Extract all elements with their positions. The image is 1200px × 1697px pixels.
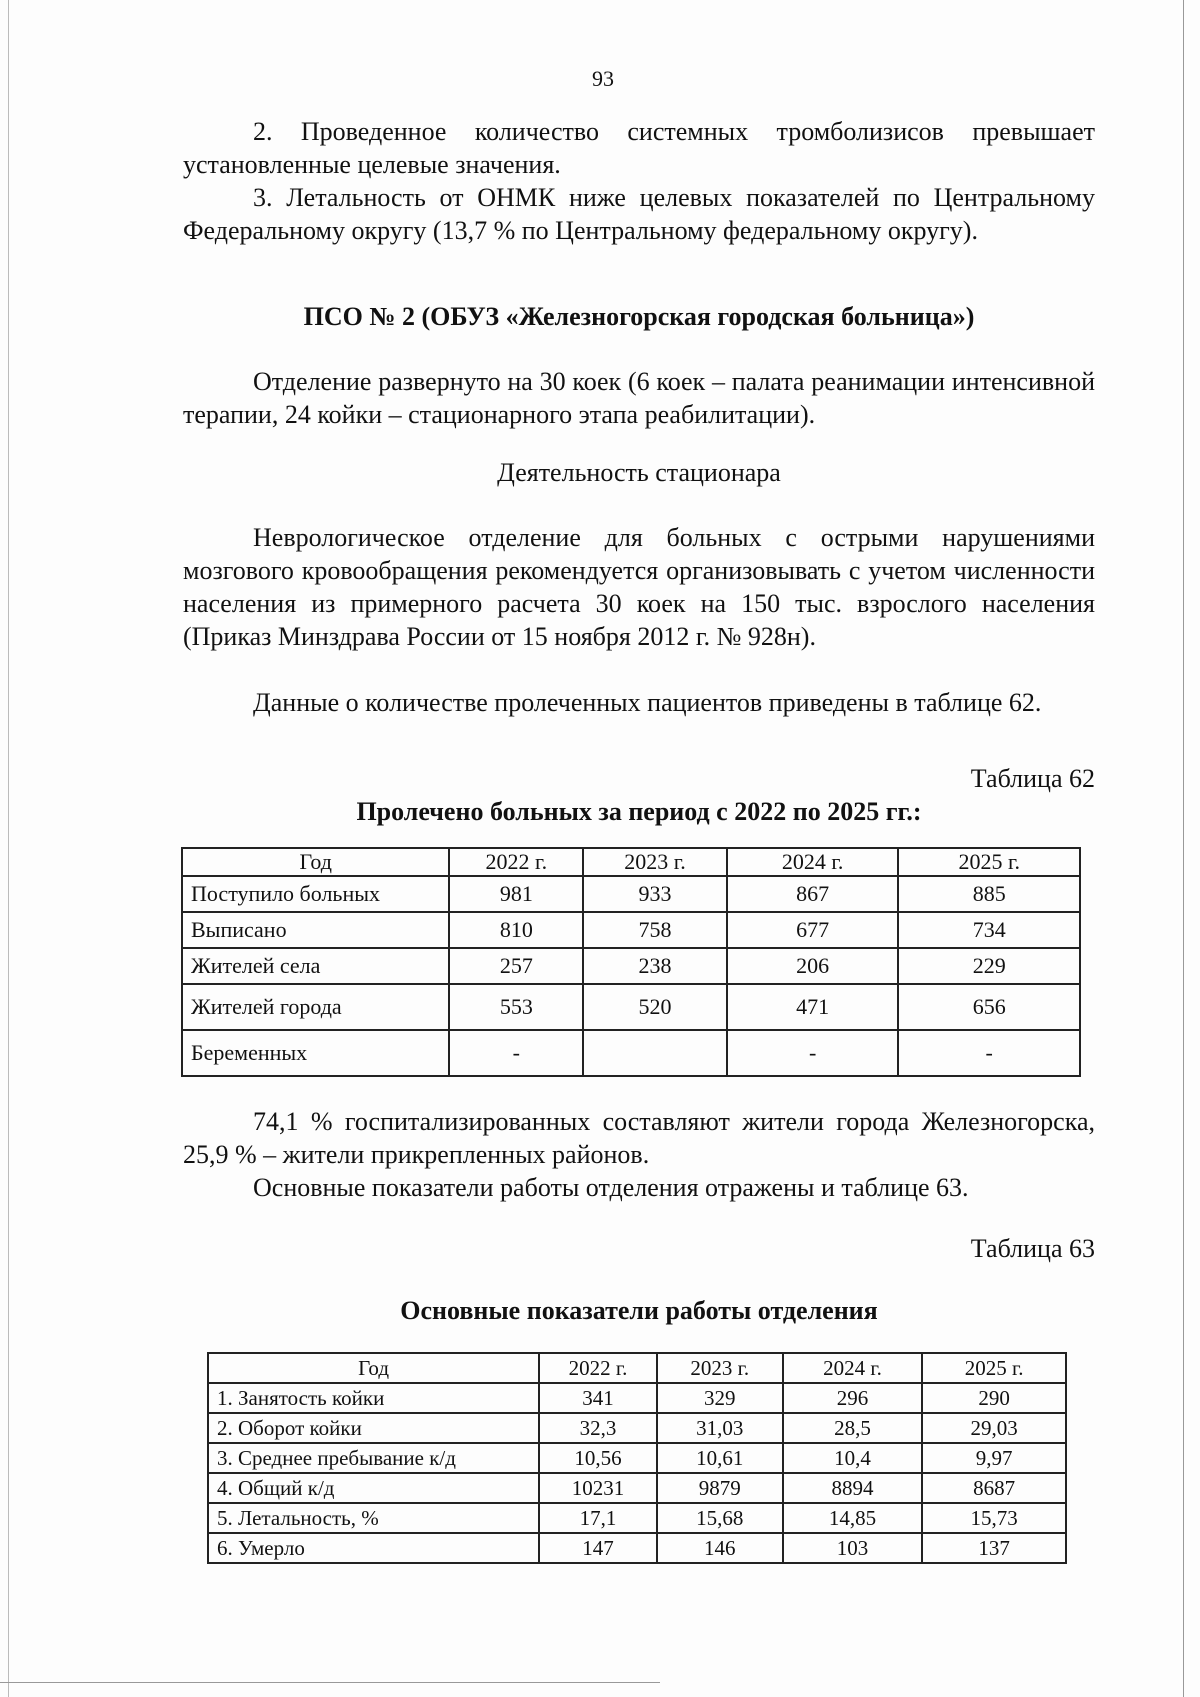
- table-cell: 31,03: [657, 1413, 783, 1443]
- paragraph-residents-share: 74,1 % госпитализированных составляют жители города Железногорска, 25,9 % – жители прикрепленных районов.: [183, 1107, 1095, 1169]
- header-cell: 2023 г.: [657, 1353, 783, 1383]
- header-cell: 2022 г.: [449, 848, 583, 876]
- table-row: [182, 876, 1080, 912]
- table-row: [208, 1383, 1066, 1413]
- table-cell: 10231: [539, 1473, 657, 1503]
- table-cell: 758: [583, 912, 727, 948]
- table-63: [207, 1352, 1067, 1564]
- table-cell: 29,03: [922, 1413, 1066, 1443]
- table-cell: 229: [898, 948, 1080, 984]
- table-cell: 10,56: [539, 1443, 657, 1473]
- header-cell: 2023 г.: [583, 848, 727, 876]
- header-cell: 2025 г.: [922, 1353, 1066, 1383]
- table-cell: 553: [449, 984, 583, 1030]
- header-cell: 2024 г.: [727, 848, 899, 876]
- table-cell: 147: [539, 1533, 657, 1563]
- row-label-cell: 3. Среднее пребывание к/д: [208, 1443, 539, 1473]
- table-header-row: [208, 1353, 1066, 1383]
- section-heading: ПСО № 2 (ОБУЗ «Железногорская городская больница»): [303, 302, 975, 331]
- table-cell: 296: [783, 1383, 923, 1413]
- paragraph-neurology: Неврологическое отделение для больных с острыми нарушениями мозгового кровообращения рекомендуется организовывать с учетом численности населения из примерного расчета 30 коек на 150 тыс. взрослого населения (Приказ Минздрава России от 15 ноября 2012 г. № 928н).: [183, 523, 1095, 651]
- table-cell: 677: [727, 912, 899, 948]
- table-cell: 17,1: [539, 1503, 657, 1533]
- scan-edge-bottom: [0, 1682, 660, 1683]
- row-label-cell: 4. Общий к/д: [208, 1473, 539, 1503]
- table-row: [182, 948, 1080, 984]
- page-number: 93: [592, 66, 614, 91]
- scan-edge-left: [8, 0, 9, 1697]
- paragraph-table62-ref: Данные о количестве пролеченных пациентов приведены в таблице 62.: [253, 688, 1042, 717]
- table-cell: 206: [727, 948, 899, 984]
- table-cell: 15,73: [922, 1503, 1066, 1533]
- table-cell: 15,68: [657, 1503, 783, 1533]
- table-header-row: [182, 848, 1080, 876]
- header-cell: 2022 г.: [539, 1353, 657, 1383]
- table-cell: 885: [898, 876, 1080, 912]
- table-cell: 8687: [922, 1473, 1066, 1503]
- table-cell: 810: [449, 912, 583, 948]
- table-row: [182, 1030, 1080, 1076]
- table-cell: 471: [727, 984, 899, 1030]
- table-cell: 9,97: [922, 1443, 1066, 1473]
- table-cell: 257: [449, 948, 583, 984]
- table-cell: 32,3: [539, 1413, 657, 1443]
- table-cell: 734: [898, 912, 1080, 948]
- table-row: [208, 1443, 1066, 1473]
- table-cell: 238: [583, 948, 727, 984]
- table-cell: 9879: [657, 1473, 783, 1503]
- table-cell: -: [727, 1030, 899, 1076]
- table-cell: 520: [583, 984, 727, 1030]
- table-cell: 137: [922, 1533, 1066, 1563]
- header-cell: Год: [208, 1353, 539, 1383]
- header-cell: 2024 г.: [783, 1353, 923, 1383]
- row-label-cell: 1. Занятость койки: [208, 1383, 539, 1413]
- row-label-cell: Поступило больных: [182, 876, 449, 912]
- table-row: [208, 1503, 1066, 1533]
- table-cell: 329: [657, 1383, 783, 1413]
- table-cell: 146: [657, 1533, 783, 1563]
- table-cell: 10,4: [783, 1443, 923, 1473]
- table-cell: -: [898, 1030, 1080, 1076]
- table-row: [208, 1473, 1066, 1503]
- table-62: [181, 847, 1081, 1077]
- table-row: [208, 1533, 1066, 1563]
- table-cell: 103: [783, 1533, 923, 1563]
- row-label-cell: 5. Летальность, %: [208, 1503, 539, 1533]
- table62-title: Пролечено больных за период с 2022 по 2025 гг.:: [356, 797, 922, 826]
- table-cell: [583, 1030, 727, 1076]
- table-cell: 933: [583, 876, 727, 912]
- table-cell: 10,61: [657, 1443, 783, 1473]
- table62-label: Таблица 62: [970, 764, 1095, 793]
- row-label-cell: Жителей города: [182, 984, 449, 1030]
- table-cell: 341: [539, 1383, 657, 1413]
- paragraph-thrombolysis: 2. Проведенное количество системных тромболизисов превышает установленные целевые значения.: [183, 117, 1095, 179]
- table-cell: 14,85: [783, 1503, 923, 1533]
- table-row: [182, 912, 1080, 948]
- table-cell: 656: [898, 984, 1080, 1030]
- table-cell: 28,5: [783, 1413, 923, 1443]
- table-cell: 8894: [783, 1473, 923, 1503]
- header-cell: 2025 г.: [898, 848, 1080, 876]
- table-cell: 867: [727, 876, 899, 912]
- table-cell: -: [449, 1030, 583, 1076]
- table-row: [208, 1413, 1066, 1443]
- row-label-cell: Беременных: [182, 1030, 449, 1076]
- table-cell: 290: [922, 1383, 1066, 1413]
- row-label-cell: Выписано: [182, 912, 449, 948]
- subheading-activity: Деятельность стационара: [497, 458, 781, 487]
- paragraph-lethality: 3. Летальность от ОНМК ниже целевых показателей по Центральному Федеральному округу (13,7 % по Центральному федеральному округу).: [183, 183, 1095, 245]
- table63-label: Таблица 63: [970, 1234, 1095, 1263]
- header-cell: Год: [182, 848, 449, 876]
- row-label-cell: 6. Умерло: [208, 1533, 539, 1563]
- table-cell: 981: [449, 876, 583, 912]
- row-label-cell: Жителей села: [182, 948, 449, 984]
- table-row: [182, 984, 1080, 1030]
- paragraph-department-beds: Отделение развернуто на 30 коек (6 коек – палата реанимации интенсивной терапии, 24 койки – стационарного этапа реабилитации).: [183, 367, 1095, 429]
- paragraph-table63-ref: Основные показатели работы отделения отражены и таблице 63.: [253, 1173, 969, 1202]
- table63-title: Основные показатели работы отделения: [400, 1296, 878, 1325]
- scan-edge-right: [1183, 0, 1184, 1697]
- row-label-cell: 2. Оборот койки: [208, 1413, 539, 1443]
